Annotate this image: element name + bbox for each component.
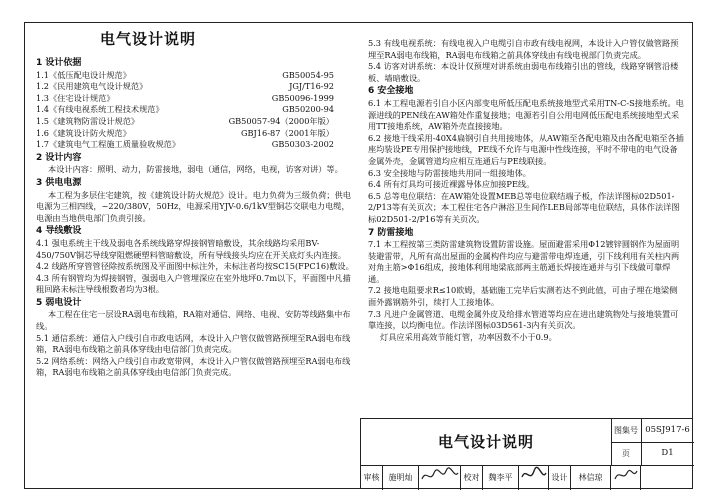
right-column [368, 38, 684, 343]
design-label: 设计 [549, 465, 571, 490]
check-label: 校对 [461, 465, 483, 490]
title-block [360, 418, 693, 489]
designer-name: 林信琼 [571, 465, 611, 490]
left-column [36, 56, 356, 379]
standard-item: 1.7《建筑电气工程施工质量验收规范》 GB50303-2002 [36, 139, 334, 150]
standard-item: 1.3《住宅设计规范》 GB50096-1999 [36, 92, 334, 103]
page-label: 页 [611, 442, 642, 465]
section-7-1-text: 7.1 本工程按第三类防雷建筑物设置防雷设施。屋面避雷采用Φ12镀锌圆钢作为屋面明装避雷带，凡所有高出屋面的金属构件均应与避雷带电焊连通，引下线利用有关柱内两对角主筋>Φ16组成，接地体利用地梁底部两主筋通长焊接连通并与引下线做可靠焊通。 [368, 239, 680, 284]
section-3-heading: 3 供电电源 [36, 177, 82, 188]
reviewer-signature [419, 465, 461, 490]
review-label: 审核 [361, 465, 383, 490]
section-5-text: 本工程在住宅一层设RA弱电布线箱，RA箱对通信、网络、电视、安防等线路集中布线。 [36, 309, 351, 332]
signature-row [361, 465, 694, 490]
section-5-3-text: 5.3 有线电视系统：有线电视入户电缆引自市政有线电视网，本设计入户管仅做管路预埋至RA弱电布线箱，RA弱电布线箱之前具体穿线由有线电视部门负责完成。 [368, 38, 679, 60]
section-4-heading: 4 导线敷设 [36, 226, 82, 237]
section-6-heading: 6 安全接地 [368, 86, 414, 97]
section-6-5-text: 6.5 总等电位联结：在AW箱处设置MEB总等电位联结端子板，作法详图标02D501-2/P13等有关页次；本工程住宅各户淋浴卫生间作LEB局部等电位联结，具体作法详图标02D501-2/P16等有关页次。 [368, 190, 680, 224]
standard-item: 1.6《建筑设计防火规范》 GBJ16-87（2001年版） [36, 127, 334, 138]
section-1-heading: 1 设计依据 [36, 58, 82, 68]
page-cell-empty [641, 465, 694, 490]
atlas-number: 05SJ917-6 [641, 419, 694, 443]
checker-name: 魏李平 [483, 465, 519, 490]
section-6-3-text: 6.3 安全接地与防雷接地共用同一组接地体。 [368, 167, 531, 178]
section-5-4-text: 5.4 访客对讲系统：本设计仅预埋对讲系统由弱电布线箱引出的管线，线路穿钢管沿楼板、墙暗敷设。 [368, 61, 679, 83]
section-4-3-text: 4.3 所有钢管均为焊接钢管，强弱电入户管埋深应在室外地坪0.7m以下，平面图中凡描粗回路未标注导线根数者均为3根。 [36, 272, 351, 295]
section-6-2-text: 6.2 接地干线采用-40X4扁钢引自共用接地体，从AW箱至各配电箱及由各配电箱至各插座均装设PE专用保护接地线，PE线不允许与电源中性线连接，平时不带电的电气设备金属外壳，金属管道均应相互连通后与PE线联接。 [368, 132, 684, 166]
section-4-1-text: 4.1 强电系统主干线及弱电各系统线路穿焊接钢管暗敷设，其余线路均采用BV-450/750V铜芯导线穿阻燃硬塑料管暗敷设，所有导线接头均应在开关底灯头内连接。 [36, 237, 347, 260]
reviewer-name: 施明灿 [383, 465, 419, 490]
section-7-heading: 7 防雷接地 [368, 227, 414, 238]
section-3-text: 本工程为多层住宅建筑，按《建筑设计防火规范》设计。电力负荷为三级负荷；供电电源为三相四线，~220/380V，50Hz，电源采用YJV-0.6/1kV型铜芯交联电力电缆，电源由当地供电部门负责引接。 [36, 189, 351, 223]
section-4-2-text: 4.2 线路所穿管管径除按系统图及平面图中标注外，未标注者均按SC15(FPC16)敷设。 [36, 261, 354, 272]
standard-item: 1.2《民用建筑电气设计规范》 JGJ/T16-92 [36, 81, 334, 92]
standard-item: 1.5《建筑物防雷设计规范》 GB50057-94（2000年版） [36, 115, 334, 126]
signature-scribble-icon [612, 465, 640, 485]
section-2-heading: 2 设计内容 [36, 152, 82, 163]
checker-signature [519, 465, 549, 490]
signature-scribble-icon [420, 465, 460, 485]
designer-signature [611, 465, 641, 490]
standard-item: 1.4《有线电视系统工程技术规范》 GB50200-94 [36, 104, 334, 115]
section-7-2-text: 7.2 接地电阻要求R≤10欧姆，基础施工完毕后实测若达不到此值，可由子埋在地梁侧面外露钢筋外引，续打人工接地体。 [368, 285, 678, 308]
section-7-end-text: 灯具应采用高效节能灯管，功率因数不小于0.9。 [380, 331, 557, 342]
section-5-heading: 5 弱电设计 [36, 297, 82, 308]
standard-item: 1.1《低压配电设计规范》 GB50054-95 [36, 69, 334, 80]
section-6-1-text: 6.1 本工程电源若引自小区内部变电所低压配电系统接地型式采用TN-C-S接地系统。电源进线的PEN线在AW箱处作重复接地；电源若引自公用电网低压配电系统接地型式采用TT接地系统，AW箱外壳直接接地。 [368, 97, 684, 132]
section-5-2-text: 5.2 网络系统：网络入户线引自市政宽带网，本设计入户管仅做管路预埋至RA弱电布线箱，RA弱电布线箱之前具体穿线由电信部门负责完成。 [36, 355, 351, 378]
section-2-text: 本设计内容：照明、动力，防雷接地，弱电（通信，网络，电视，访客对讲）等。 [48, 164, 343, 175]
signature-scribble-icon [520, 465, 548, 485]
page-number: D1 [661, 448, 674, 458]
section-7-3-text: 7.3 凡进户金属管道、电缆金属外皮及给排水管道等均应在进出建筑物处与接地装置可靠连接，以均衡电位。作法详图标03D561-3内有关页次。 [368, 308, 679, 331]
atlas-number-label: 图集号 [611, 419, 642, 443]
drawing-title: 电气设计说明 [361, 419, 612, 465]
page-title: 电气设计说明 [100, 30, 197, 48]
section-6-4-text: 6.4 所有灯具均可接近裸露导体应加接PE线。 [368, 179, 535, 190]
section-5-1-text: 5.1 通信系统：通信入户线引自市政电话网，本设计入户管仅做管路预埋至RA弱电布线箱，RA弱电布线箱之前具体穿线由电信部门负责完成。 [36, 332, 351, 355]
